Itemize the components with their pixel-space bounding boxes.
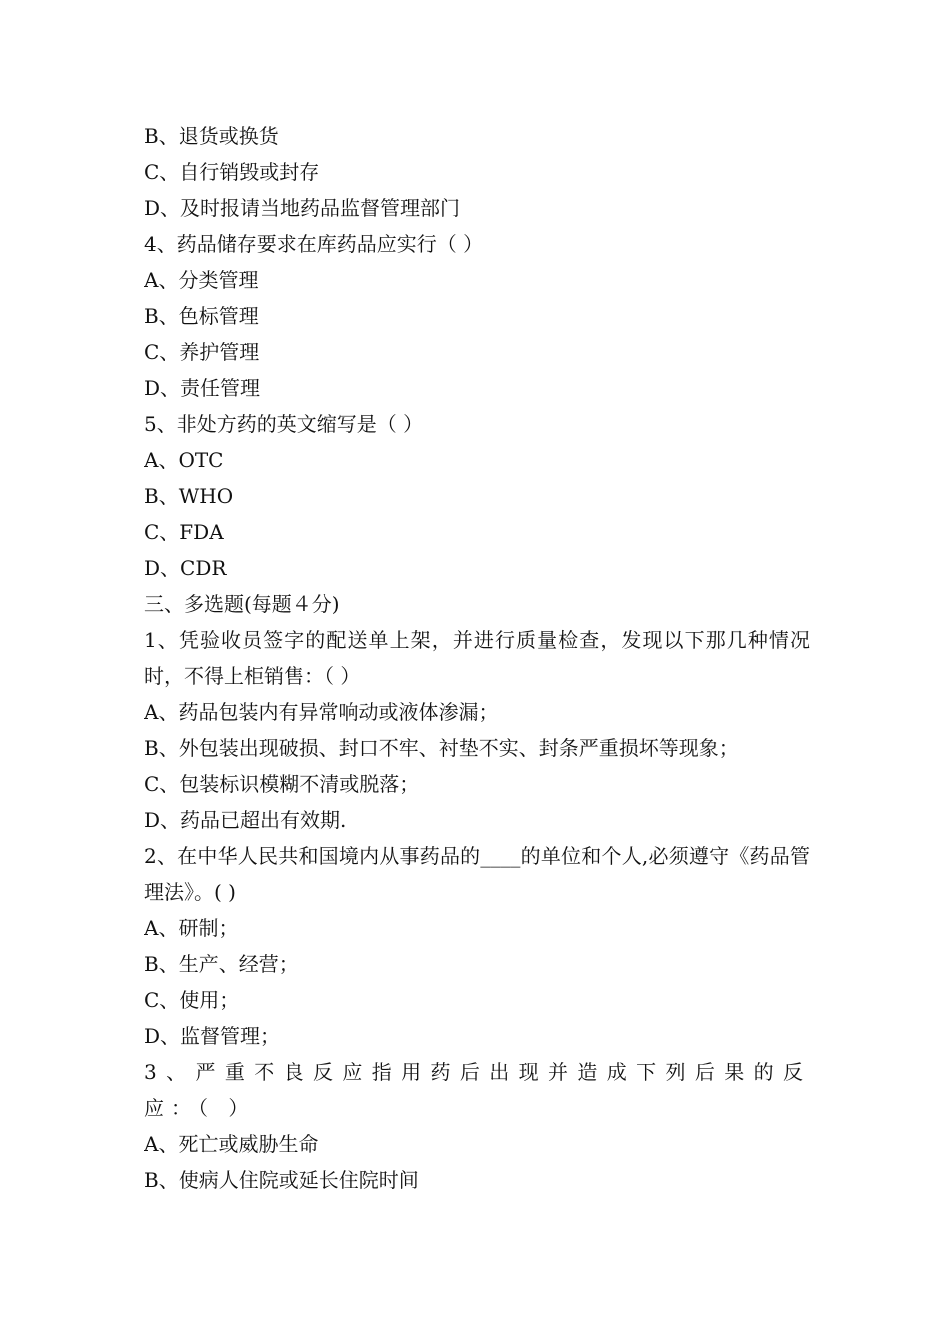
document-body [144, 118, 810, 1198]
section-heading: 三、多选题(每题４分) [144, 592, 340, 616]
question-3: 3、严重不良反应指用药后出现并造成下列后果的反应：（ ） [144, 1060, 810, 1120]
option-line: A、分类管理 [144, 268, 259, 292]
option-line: C、包装标识模糊不清或脱落； [144, 772, 420, 796]
question-line: 4、药品储存要求在库药品应实行（ ） [144, 232, 484, 256]
option-line: D、责任管理 [144, 376, 261, 400]
option-line: A、死亡或威胁生命 [144, 1132, 319, 1156]
option-line: B、退货或换货 [144, 124, 279, 148]
option-line: B、生产、经营； [144, 952, 299, 976]
option-line: C、养护管理 [144, 340, 260, 364]
option-line: C、使用； [144, 988, 240, 1012]
option-line: B、外包装出现破损、封口不牢、衬垫不实、封条严重损坏等现象； [144, 736, 739, 760]
option-line: D、监督管理； [144, 1024, 281, 1048]
question-1: 1、凭验收员签字的配送单上架，并进行质量检查，发现以下那几种情况时，不得上柜销售：（ ） [144, 628, 810, 688]
option-line: A、研制； [144, 916, 239, 940]
question-line: 5、非处方药的英文缩写是（ ） [144, 412, 424, 436]
option-line: A、OTC [144, 448, 224, 472]
option-line: C、FDA [144, 520, 224, 544]
option-line: B、色标管理 [144, 304, 259, 328]
question-2: 2、在中华人民共和国境内从事药品的____的单位和个人,必须遵守《药品管理法》。( ) [144, 844, 810, 904]
option-line: C、自行销毁或封存 [144, 160, 320, 184]
option-line: D、药品已超出有效期. [144, 808, 347, 832]
option-line: D、CDR [144, 556, 227, 580]
option-line: D、及时报请当地药品监督管理部门 [144, 196, 461, 220]
option-line: B、使病人住院或延长住院时间 [144, 1168, 419, 1192]
option-line: B、WHO [144, 484, 234, 508]
option-line: A、药品包装内有异常响动或液体渗漏； [144, 700, 499, 724]
